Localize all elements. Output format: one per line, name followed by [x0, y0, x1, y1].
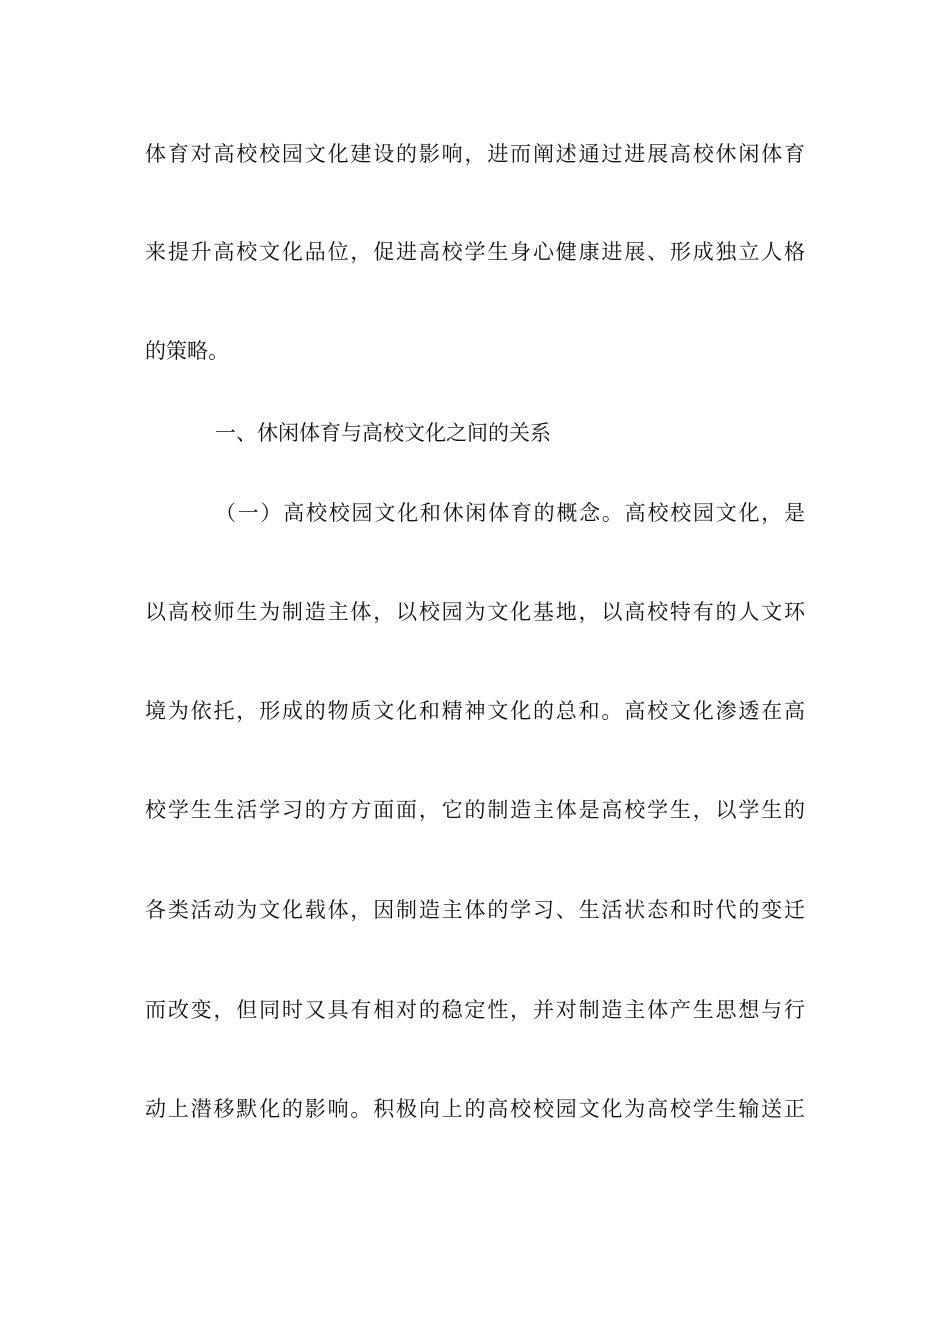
body-text-line: 而改变，但同时又具有相对的稳定性，并对制造主体产生思想与行: [145, 998, 805, 1022]
body-text-line: 来提升高校文化品位，促进高校学生身心健康进展、形成独立人格: [145, 240, 805, 264]
body-text-line: 动上潜移默化的影响。积极向上的高校校园文化为高校学生输送正: [145, 1097, 805, 1121]
body-text-line: 体育对高校校园文化建设的影响，进而阐述通过进展高校休闲体育: [145, 142, 805, 166]
paragraph-first-line: （一）高校校园文化和休闲体育的概念。高校校园文化，是: [215, 501, 805, 525]
body-text-line: 以高校师生为制造主体，以校园为文化基地，以高校特有的人文环: [145, 600, 805, 624]
body-text-line: 境为依托，形成的物质文化和精神文化的总和。高校文化渗透在高: [145, 699, 805, 723]
body-text-line: 校学生生活学习的方方面面，它的制造主体是高校学生，以学生的: [145, 798, 805, 822]
section-heading: 一、休闲体育与高校文化之间的关系: [215, 421, 551, 445]
body-text-line: 的策略。: [145, 339, 229, 363]
body-text-line: 各类活动为文化载体，因制造主体的学习、生活状态和时代的变迁: [145, 898, 805, 922]
